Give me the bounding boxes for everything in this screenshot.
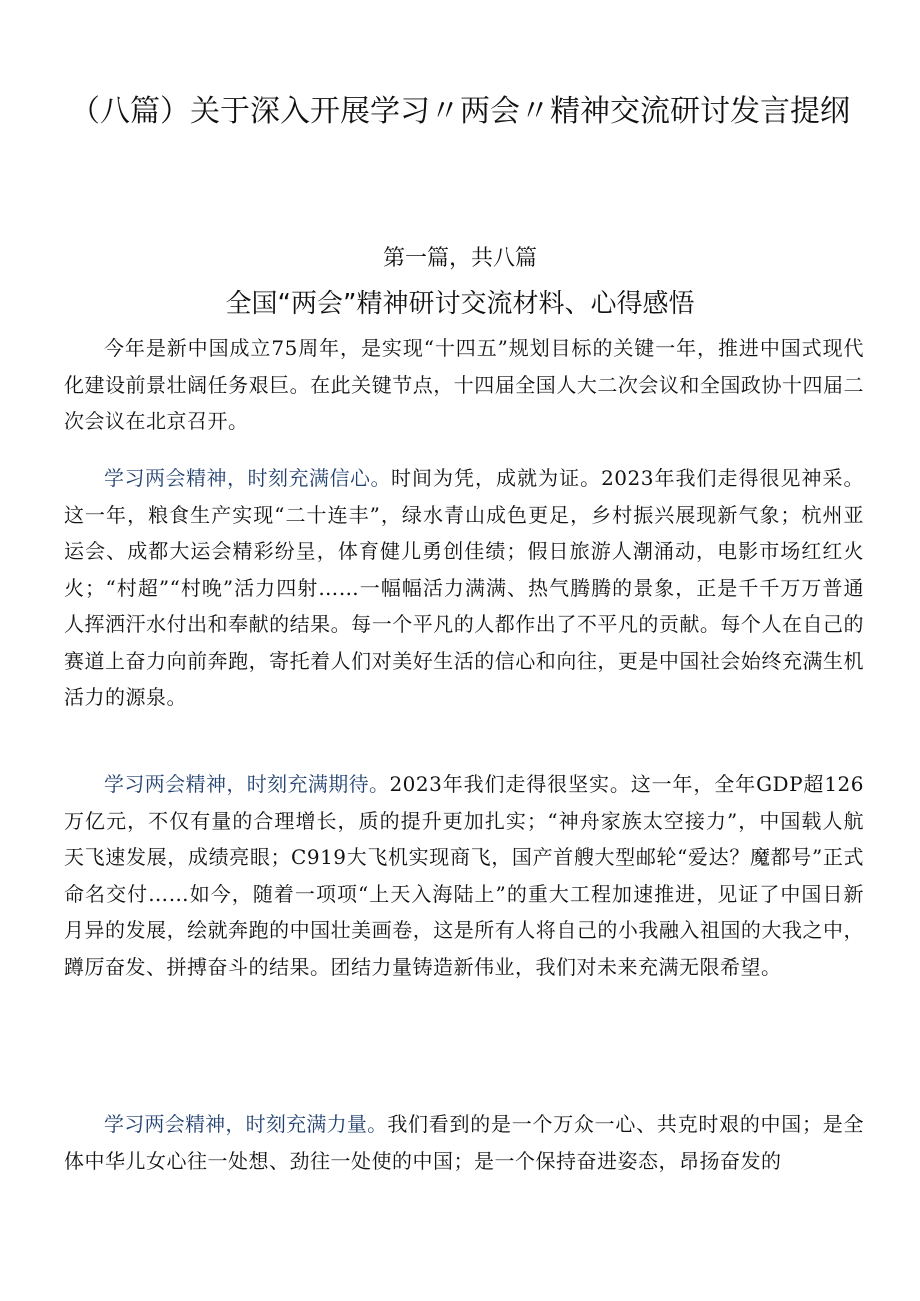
part-title-heading: 全国“两会”精神研讨交流材料、心得感悟 <box>225 289 695 319</box>
paragraph-lead: 学习两会精神，时刻充满期待。 <box>104 772 390 796</box>
paragraph-lead: 学习两会精神，时刻充满信心。 <box>104 466 392 490</box>
paragraph-text: 今年是新中国成立75周年，是实现“十四五”规划目标的关键一年，推进中国式现代化建设前景壮阔任务艰巨。在此关键节点，十四届全国人大二次会议和全国政协十四届二次会议在北京召开。 <box>64 336 864 433</box>
confidence-paragraph <box>64 460 864 716</box>
expectation-paragraph <box>64 766 864 985</box>
intro-paragraph <box>64 330 864 440</box>
document-title: （八篇）关于深入开展学习〃两会〃精神交流研讨发言提纲 <box>70 94 850 129</box>
strength-paragraph <box>64 1106 864 1179</box>
paragraph-text: 2023年我们走得很坚实。这一年，全年GDP超126万亿元，不仅有量的合理增长，质的提升更加扎实；“神舟家族太空接力”，中国载人航天飞速发展，成绩亮眼；C919大飞机实现商飞，国产首艘大型邮轮“爱达？魔都号”正式命名交付……如今，随着一项项“上天入海陆上”的重大工程加速推进，见证了中国日新月异的发展，绘就奔跑的中国壮美画卷，这是所有人将自己的小我融入祖国的大我之中，蹲厉奋发、拼搏奋斗的结果。团结力量铸造新伟业，我们对未来充满无限希望。 <box>64 772 864 979</box>
paragraph-text: 我们看到的是一个万众一心、共克时艰的中国；是全体中华儿女心往一处想、劲往一处使的中国；是一个保持奋进姿态，昂扬奋发的 <box>64 1112 865 1173</box>
part-number-heading: 第一篇，共八篇 <box>382 246 537 271</box>
paragraph-text: 时间为凭，成就为证。2023年我们走得很见神采。这一年，粮食生产实现“二十连丰”，绿水青山成色更足，乡村振兴展现新气象；杭州亚运会、成都大运会精彩纷呈，体育健儿勇创佳绩；假日旅游人潮涌动，电影市场红红火火；“村超”“村晚”活力四射……一幅幅活力满满、热气腾腾的景象，正是千千万万普通人挥洒汗水付出和奉献的结果。每一个平凡的人都作出了不平凡的贡献。每个人在自己的赛道上奋力向前奔跑，寄托着人们对美好生活的信心和向往，更是中国社会始终充满生机活力的源泉。 <box>64 466 865 709</box>
paragraph-lead: 学习两会精神，时刻充满力量。 <box>104 1112 388 1136</box>
